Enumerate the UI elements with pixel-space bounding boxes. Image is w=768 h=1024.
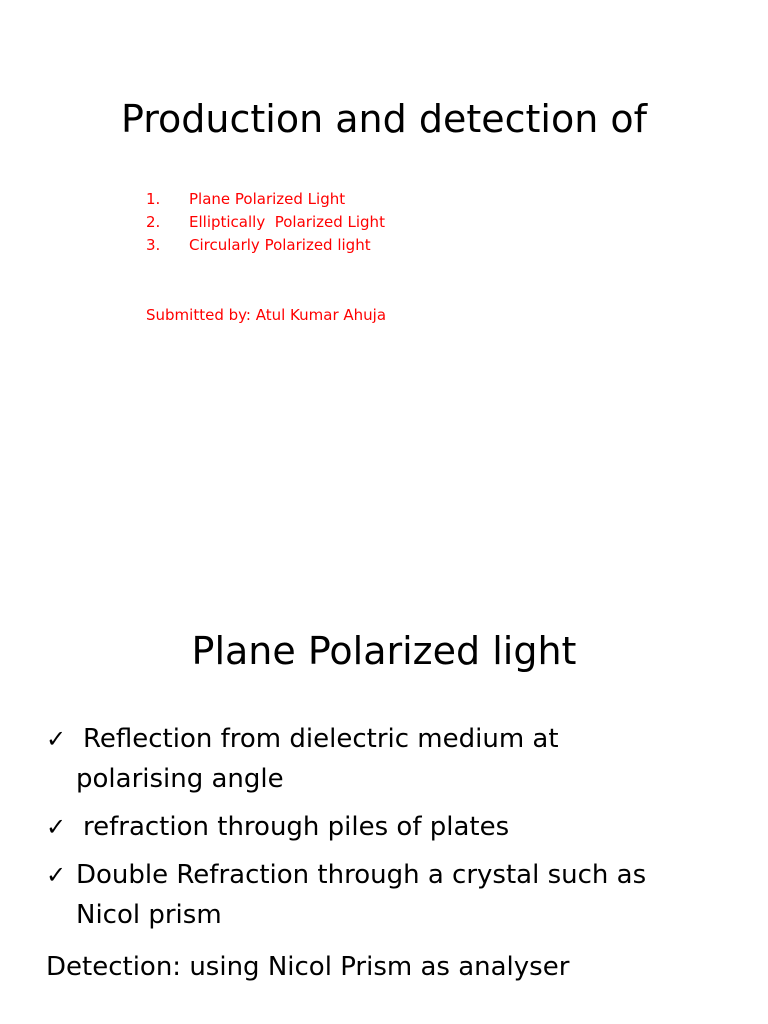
detection-statement: Detection: using Nicol Prism as analyser [46,952,570,982]
checkmark-icon: ✓ [46,813,67,841]
slide-title: Production and detection of [121,97,647,141]
polarization-types-list [146,188,385,257]
bullet-text: Reflection from dielectric medium at [83,724,559,754]
list-item-label: Circularly Polarized light [189,236,371,254]
bullet-item [46,807,746,847]
slide-title: Plane Polarized light [191,629,577,673]
bullet-text-continued: Nicol prism [76,900,222,930]
list-number: 2. [146,213,161,231]
list-item [146,234,385,257]
bullet-text: Double Refraction through a crystal such as [76,860,647,890]
methods-list [46,719,746,943]
slide-plane-polarized-light [0,512,768,1024]
list-number: 3. [146,236,161,254]
bullet-text-continued: polarising angle [76,764,284,794]
list-number: 1. [146,190,161,208]
list-item [146,188,385,211]
checkmark-icon: ✓ [46,725,67,753]
bullet-text: refraction through piles of plates [83,812,510,842]
list-item [146,211,385,234]
submitted-by-credit: Submitted by: Atul Kumar Ahuja [146,306,387,324]
checkmark-icon: ✓ [46,861,67,889]
bullet-item [46,855,746,935]
list-item-label: Plane Polarized Light [189,190,346,208]
bullet-item [46,719,746,799]
list-item-label: Elliptically Polarized Light [189,213,385,231]
